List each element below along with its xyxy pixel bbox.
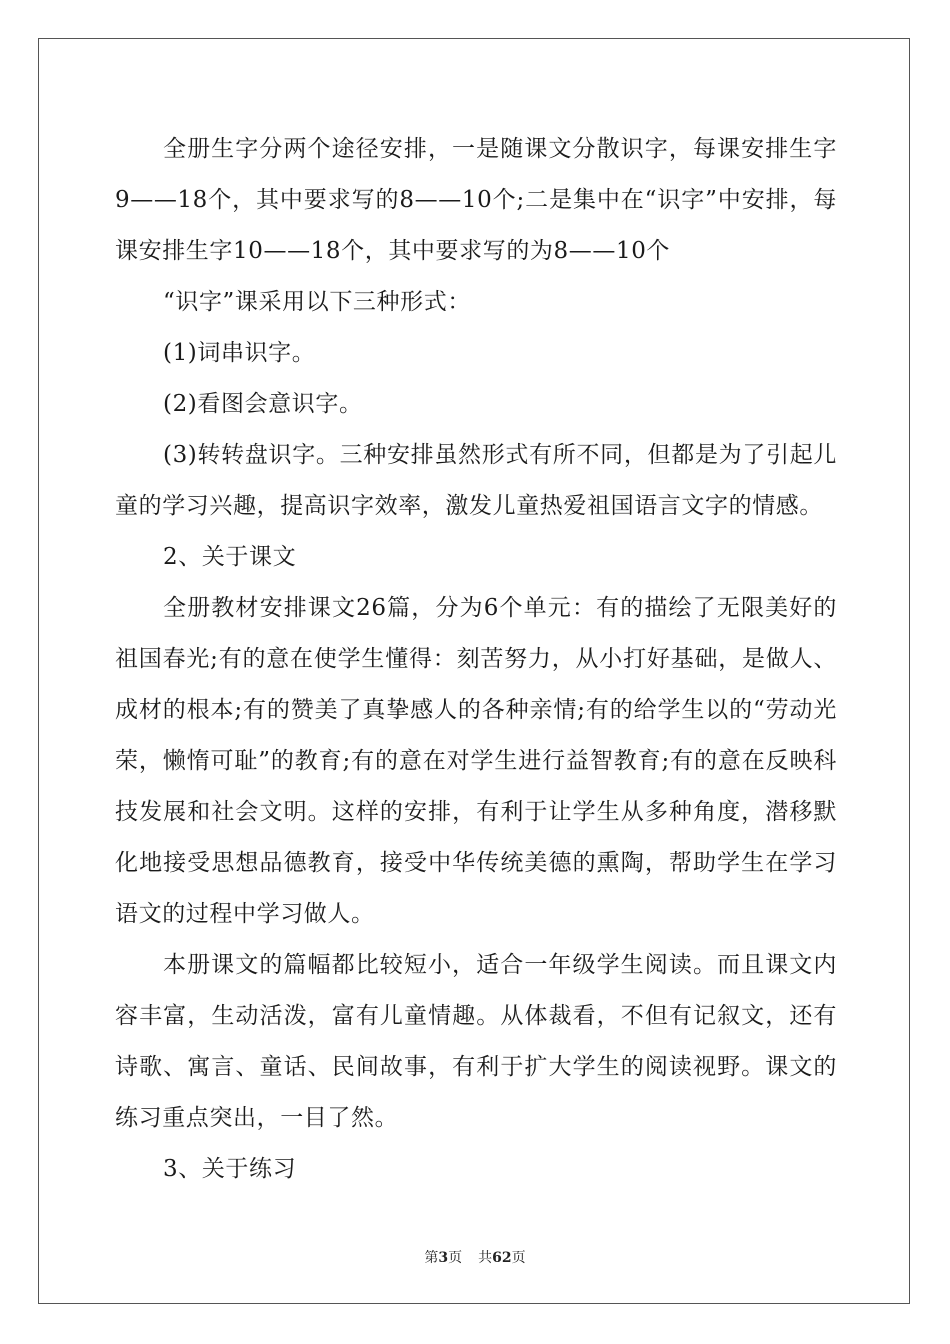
paragraph-form-1: (1)词串识字。 bbox=[163, 340, 316, 366]
footer-page-suffix: 页 bbox=[448, 1250, 463, 1266]
paragraph-form-3: (3)转转盘识字。三种安排虽然形式有所不同，但都是为了引起儿童的学习兴趣，提高识字效率，激发儿童热爱祖国语言文字的情感。 bbox=[115, 442, 837, 519]
footer-total-suffix: 页 bbox=[511, 1250, 526, 1266]
footer-page-number: 3 bbox=[438, 1250, 449, 1266]
paragraph-literacy-arrangement: 全册生字分两个途径安排，一是随课文分散识字，每课安排生字9——18个，其中要求写的8——10个;二是集中在“识字”中安排，每课安排生字10——18个，其中要求写的为8——10个 bbox=[115, 136, 837, 264]
footer-total-prefix: 共 bbox=[478, 1250, 493, 1266]
paragraph-texts-overview: 全册教材安排课文26篇，分为6个单元：有的描绘了无限美好的祖国春光;有的意在使学生懂得：刻苦努力，从小打好基础，是做人、成材的根本;有的赞美了真挚感人的各种亲情;有的给学生以的“劳动光荣，懒惰可耻”的教育;有的意在对学生进行益智教育;有的意在反映科技发展和社会文明。这样的安排，有利于让学生从多种角度，潜移默化地接受思想品德教育，接受中华传统美德的熏陶，帮助学生在学习语文的过程中学习做人。 bbox=[115, 595, 837, 927]
section-heading-exercises: 3、关于练习 bbox=[163, 1156, 297, 1182]
footer-page-prefix: 第 bbox=[424, 1250, 439, 1266]
document-body bbox=[115, 124, 837, 1195]
section-heading-texts: 2、关于课文 bbox=[163, 544, 297, 570]
page-footer bbox=[0, 1248, 950, 1268]
paragraph-literacy-forms: “识字”课采用以下三种形式： bbox=[163, 289, 471, 315]
paragraph-texts-characteristics: 本册课文的篇幅都比较短小，适合一年级学生阅读。而且课文内容丰富，生动活泼，富有儿童情趣。从体裁看，不但有记叙文，还有诗歌、寓言、童话、民间故事，有利于扩大学生的阅读视野。课文的练习重点突出，一目了然。 bbox=[115, 952, 837, 1131]
paragraph-form-2: (2)看图会意识字。 bbox=[163, 391, 363, 417]
footer-total-pages: 62 bbox=[492, 1250, 512, 1266]
